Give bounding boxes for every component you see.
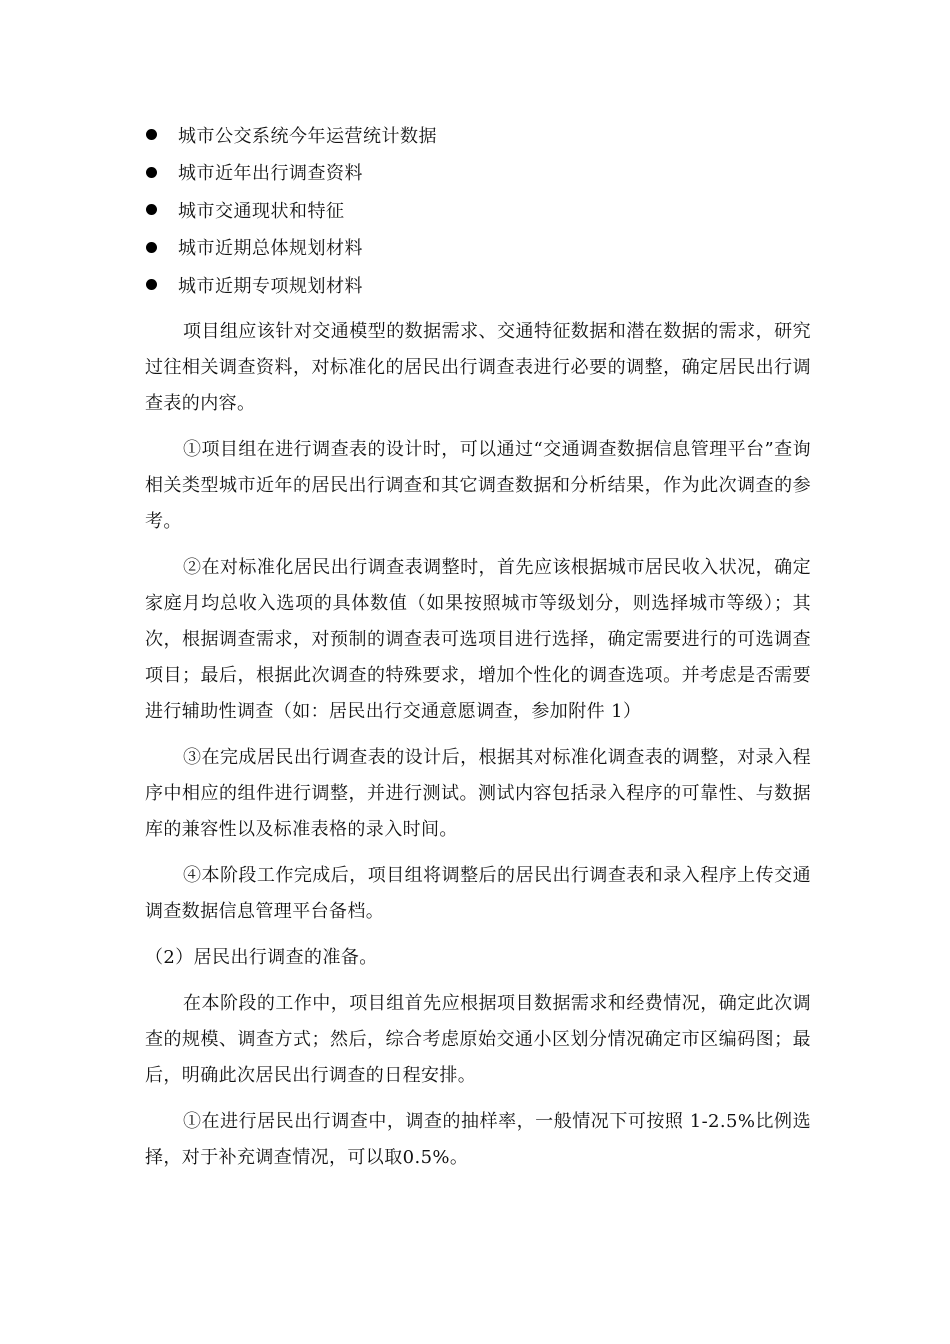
document-body (145, 314, 811, 1186)
bullet-text: 城市公交系统今年运营统计数据 (178, 125, 437, 147)
bullet-item (146, 191, 826, 229)
paragraph-sampling-rate: ①在进行居民出行调查中，调查的抽样率，一般情况下可按照 1-2.5%比例选择，对于补充调查情况，可以取0.5%。 (145, 1111, 811, 1168)
bullet-dot-icon (146, 167, 157, 178)
bullet-text: 城市近期总体规划材料 (178, 238, 363, 260)
bullet-text: 城市近期专项规划材料 (178, 275, 363, 297)
bullet-item (146, 116, 826, 154)
bullet-dot-icon (146, 279, 157, 290)
bullet-text: 城市近年出行调查资料 (178, 163, 363, 185)
paragraph-item-4: ④本阶段工作完成后，项目组将调整后的居民出行调查表和录入程序上传交通调查数据信息管理平台备档。 (145, 865, 811, 922)
section-heading: （2）居民出行调查的准备。 (145, 947, 378, 968)
bullet-dot-icon (146, 242, 157, 253)
bullet-text: 城市交通现状和特征 (178, 200, 345, 222)
bullet-dot-icon (146, 129, 157, 140)
paragraph-intro: 项目组应该针对交通模型的数据需求、交通特征数据和潜在数据的需求，研究过往相关调查资料，对标准化的居民出行调查表进行必要的调整，确定居民出行调查表的内容。 (145, 321, 811, 414)
paragraph-item-1: ①项目组在进行调查表的设计时，可以通过“交通调查数据信息管理平台”查询相关类型城市近年的居民出行调查和其它调查数据和分析结果，作为此次调查的参考。 (145, 439, 811, 532)
bullet-item (146, 229, 826, 267)
bullet-dot-icon (146, 204, 157, 215)
bullet-list (146, 116, 826, 304)
paragraph-item-3: ③在完成居民出行调查表的设计后，根据其对标准化调查表的调整，对录入程序中相应的组件进行调整，并进行测试。测试内容包括录入程序的可靠性、与数据库的兼容性以及标准表格的录入时间。 (145, 747, 811, 840)
paragraph-preparation: 在本阶段的工作中，项目组首先应根据项目数据需求和经费情况，确定此次调查的规模、调查方式；然后，综合考虑原始交通小区划分情况确定市区编码图；最后，明确此次居民出行调查的日程安排。 (145, 993, 811, 1086)
paragraph-item-2: ②在对标准化居民出行调查表调整时，首先应该根据城市居民收入状况，确定家庭月均总收入选项的具体数值（如果按照城市等级划分，则选择城市等级）；其次，根据调查需求，对预制的调查表可选项目进行选择，确定需要进行的可选调查项目；最后，根据此次调查的特殊要求，增加个性化的调查选项。并考虑是否需要进行辅助性调查（如：居民出行交通意愿调查，参加附件 1） (145, 557, 811, 722)
bullet-item (146, 266, 826, 304)
bullet-item (146, 154, 826, 192)
